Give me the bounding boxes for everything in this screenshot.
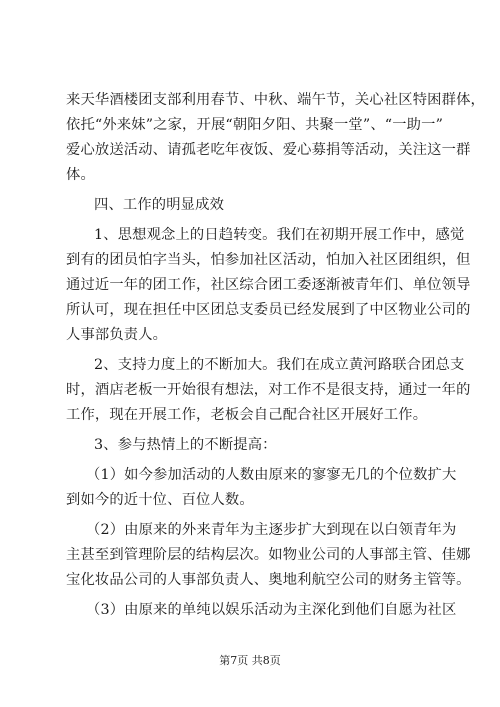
text-line: 主甚至到管理阶层的结构层次。如物业公司的人事部主管、佳娜 (66, 547, 471, 563)
text-line: 时，酒店老板一开始很有想法，对工作不是很支持，通过一年的 (66, 382, 471, 398)
paragraph-item-3 (66, 598, 457, 623)
paragraph-participation (66, 433, 438, 458)
page-number-footer: 第7页 共8页 (219, 654, 281, 667)
text-line: （1）如今参加活动的人数由原来的寥寥无几的个位数扩大 (86, 467, 457, 483)
text-line: 宝化妆品公司的人事部负责人、奥地利航空公司的财务主管等。 (66, 572, 471, 588)
paragraph-community-activities (66, 88, 485, 188)
text-line: 通过近一年的团工作，社区综合团工委逐渐被青年们、单位领导 (66, 277, 471, 293)
text-line: 来天华酒楼团支部利用春节、中秋、端午节，关心社区特困群体， (66, 92, 485, 108)
text-line: （2）由原来的外来青年为主逐步扩大到现在以白领青年为 (86, 522, 457, 538)
paragraph-mindset-change (66, 223, 471, 348)
text-line: 到有的团员怕字当头，怕参加社区活动，怕加入社区团组织，但 (66, 252, 471, 268)
text-line: 2、支持力度上的不断加大。我们在成立黄河路联合团总支 (94, 357, 465, 373)
text-line: 到如今的近十位、百位人数。 (66, 492, 254, 508)
text-line: 人事部负责人。 (66, 327, 168, 343)
text-line: 1、思想观念上的日趋转变。我们在初期开展工作中，感觉 (94, 227, 465, 243)
paragraph-item-1 (66, 463, 457, 513)
text-line: （3）由原来的单纯以娱乐活动为主深化到他们自愿为社区 (86, 602, 457, 618)
text-line: 爱心放送活动、请孤老吃年夜饭、爱心募捐等活动，关注这一群 (66, 142, 471, 158)
text-line: 体。 (66, 167, 95, 183)
text-line: 3、参与热情上的不断提高： (94, 437, 277, 453)
document-body (66, 88, 485, 628)
section-heading: 四、工作的明显成效 (94, 197, 225, 213)
paragraph-item-2 (66, 518, 471, 593)
text-line: 所认可，现在担任中区团总支委员已经发展到了中区物业公司的 (66, 302, 471, 318)
text-line: 依托“外来妹”之家，开展“朝阳夕阳、共聚一堂”、“一助一” (66, 117, 444, 133)
section-heading-results (66, 193, 438, 218)
text-line: 工作，现在开展工作，老板会自己配合社区开展好工作。 (66, 407, 428, 423)
paragraph-support-increase (66, 353, 471, 428)
